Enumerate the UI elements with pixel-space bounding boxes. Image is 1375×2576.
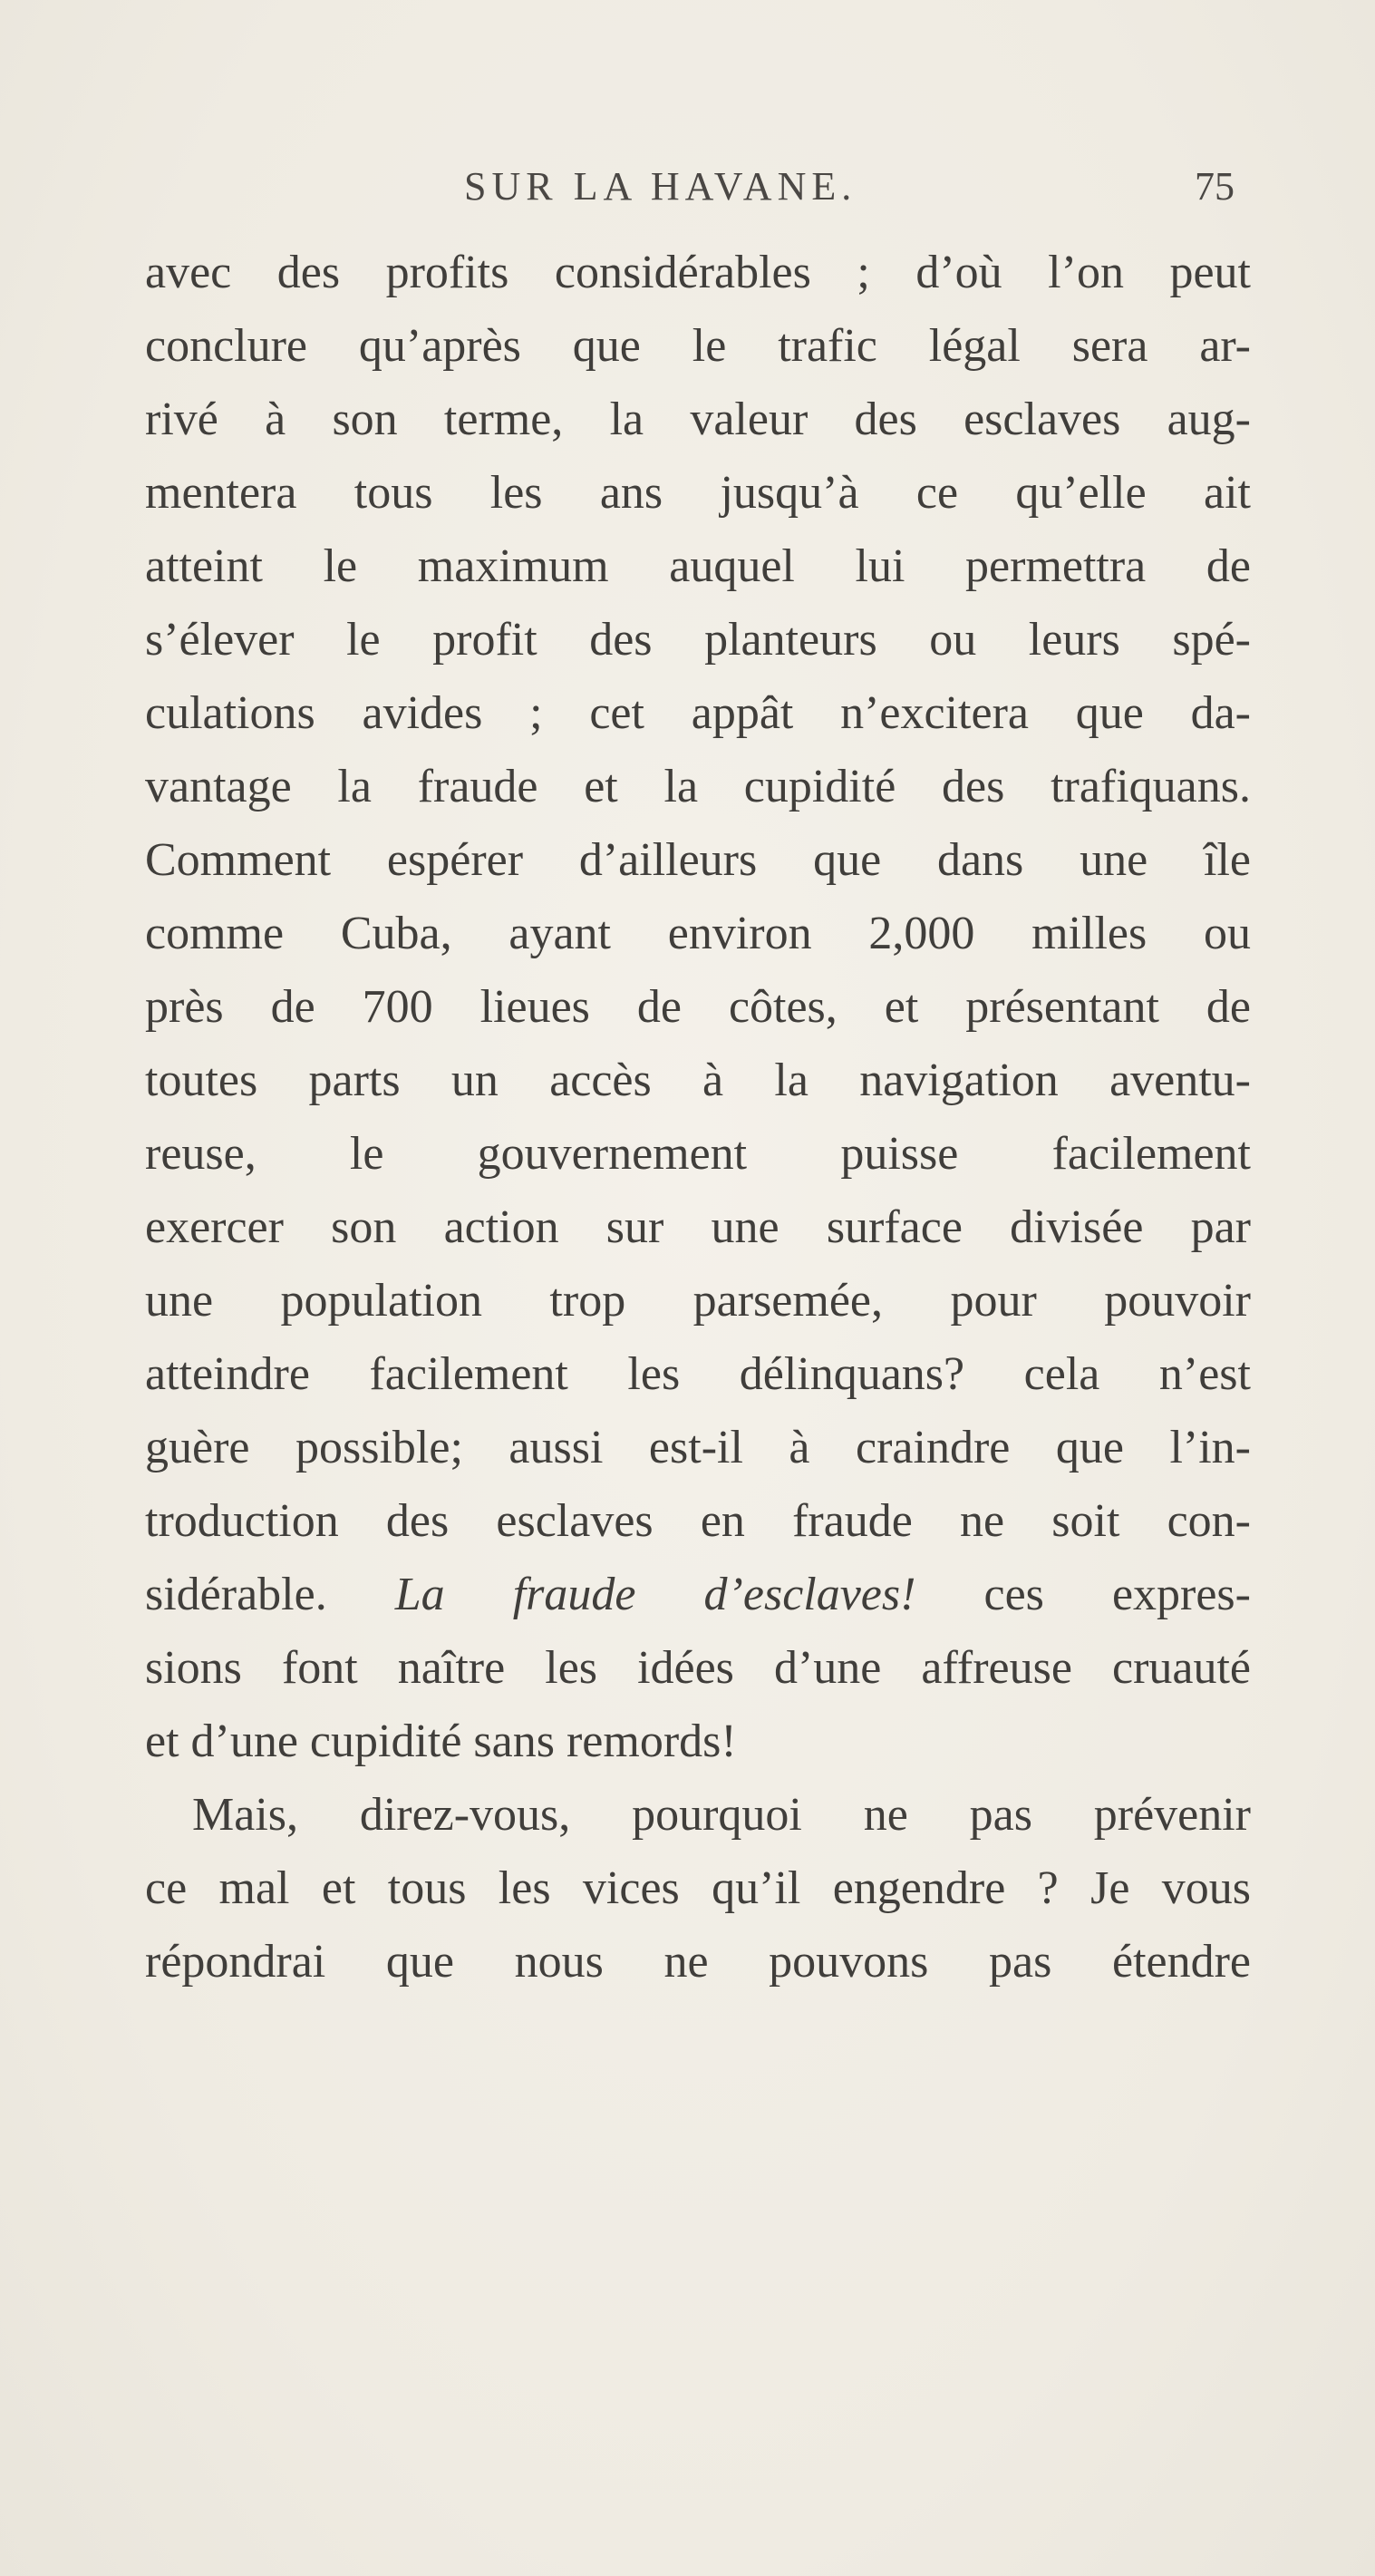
text-line: atteindre facilement les délinquans? cela n’est: [145, 1348, 1251, 1400]
text-line: répondrai que nous ne pouvons pas étendre: [145, 1936, 1251, 1988]
text-line: mentera tous les ans jusqu’à ce qu’elle ait: [145, 467, 1251, 519]
text-line: rivé à son terme, la valeur des esclaves aug-: [145, 394, 1251, 445]
running-title: SUR LA HAVANE.: [464, 164, 857, 209]
text-line-mixed: [145, 1558, 1251, 1631]
text-line: sions font naître les idées d’une affreuse cruauté: [145, 1642, 1251, 1694]
text-segment: sidérable.: [145, 1569, 327, 1620]
text-line: conclure qu’après que le trafic légal sera ar-: [145, 320, 1251, 372]
text-line: avec des profits considérables ; d’où l’on peut: [145, 247, 1251, 298]
paragraph-start-line: Mais, direz-vous, pourquoi ne pas prévenir: [192, 1789, 1251, 1841]
text-segment: ces expres-: [983, 1569, 1251, 1620]
text-line: près de 700 lieues de côtes, et présentant de: [145, 981, 1251, 1033]
paragraph-end-line: et d’une cupidité sans remords!: [145, 1716, 737, 1767]
text-line: guère possible; aussi est-il à craindre que l’in-: [145, 1422, 1251, 1473]
page-number: 75: [1195, 164, 1235, 209]
text-line: ce mal et tous les vices qu’il engendre ? Je vous: [145, 1862, 1251, 1914]
running-head: [0, 163, 1375, 218]
italic-phrase: La fraude d’esclaves!: [394, 1569, 916, 1620]
text-line: toutes parts un accès à la navigation aventu-: [145, 1055, 1251, 1106]
text-line: Comment espérer d’ailleurs que dans une île: [145, 834, 1251, 886]
text-line: une population trop parsemée, pour pouvoir: [145, 1275, 1251, 1327]
text-line: reuse, le gouvernement puisse facilement: [145, 1128, 1251, 1180]
text-line: exercer son action sur une surface divisée par: [145, 1201, 1251, 1253]
text-line: atteint le maximum auquel lui permettra de: [145, 540, 1251, 592]
text-line: vantage la fraude et la cupidité des trafiquans.: [145, 761, 1251, 812]
body-text: [145, 236, 1251, 1998]
text-line: troduction des esclaves en fraude ne soit con-: [145, 1495, 1251, 1547]
text-line: culations avides ; cet appât n’excitera que da-: [145, 687, 1251, 739]
text-line: comme Cuba, ayant environ 2,000 milles ou: [145, 908, 1251, 959]
text-line: s’élever le profit des planteurs ou leurs spé-: [145, 614, 1251, 666]
